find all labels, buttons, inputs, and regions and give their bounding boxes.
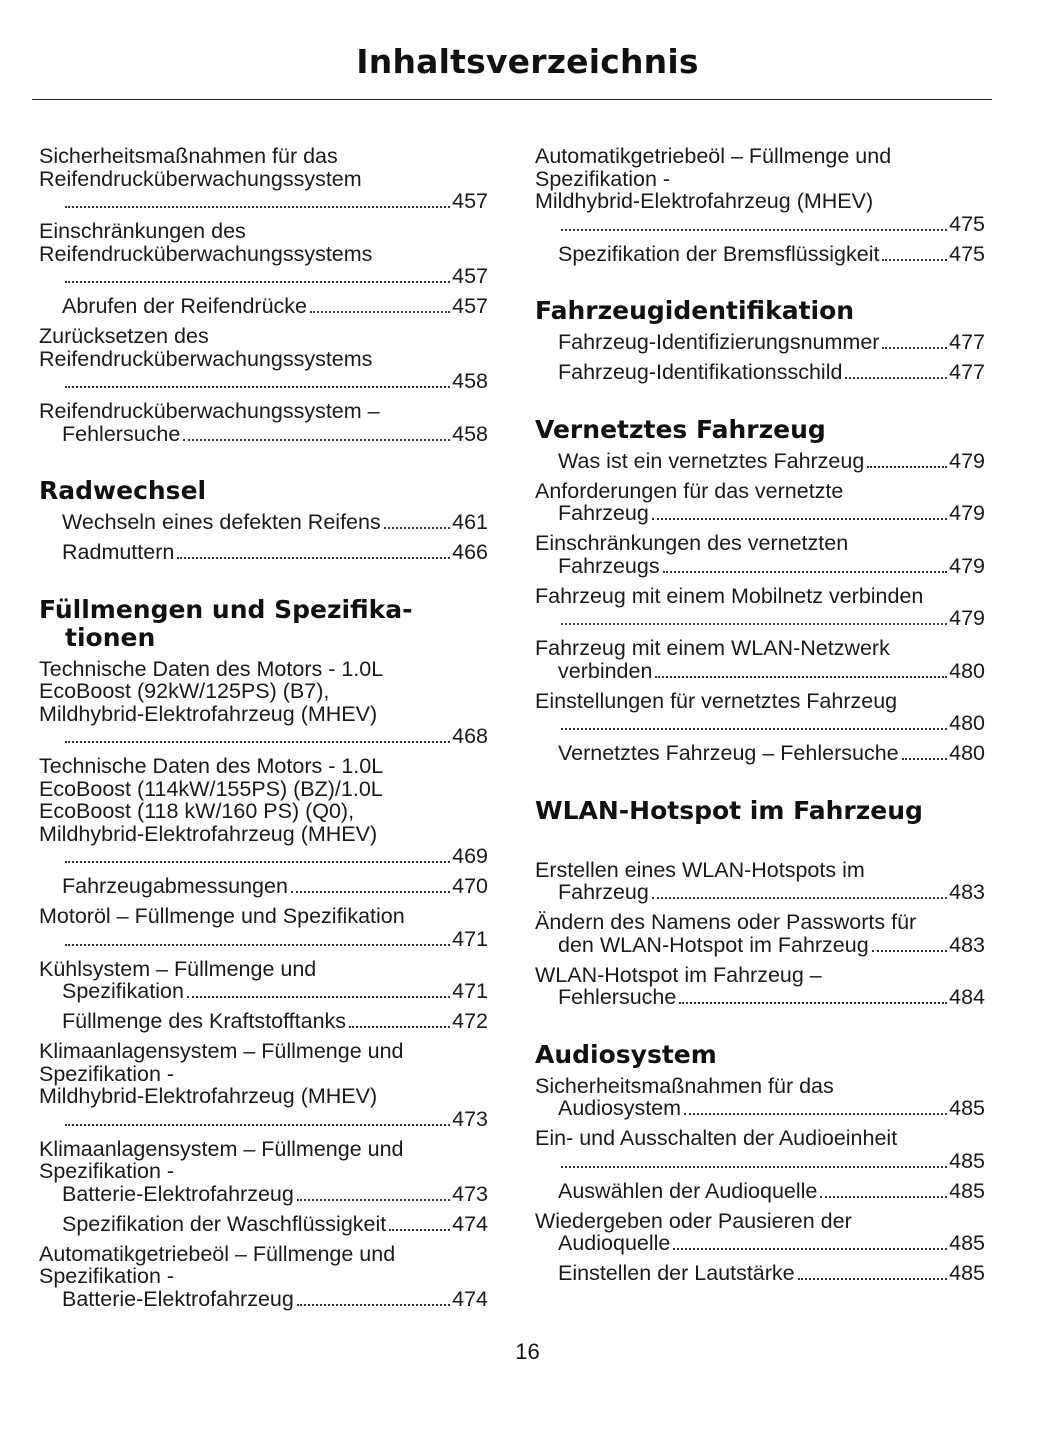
toc-entry-title: Spezifikation -	[535, 166, 671, 191]
dot-leader	[882, 347, 947, 349]
toc-entry[interactable]	[535, 1127, 985, 1172]
toc-page-number: 457	[452, 264, 488, 288]
toc-page-number: 479	[949, 553, 985, 578]
toc-entry-title: WLAN-Hotspot im Fahrzeug –	[535, 962, 822, 987]
toc-entry-title: Mildhybrid-Elektrofahrzeug (MHEV)	[39, 1084, 378, 1108]
toc-entry-title: Vernetztes Fahrzeug – Fehlersuche	[558, 741, 899, 765]
toc-page-number: 457	[452, 189, 488, 213]
toc-entry-title: Sicherheitsmaßnahmen für das	[535, 1073, 834, 1098]
dot-leader	[65, 861, 450, 863]
toc-page-number: 485	[949, 1178, 985, 1203]
toc-entry-title: verbinden	[558, 658, 653, 683]
toc-entry[interactable]	[535, 532, 985, 577]
dot-leader	[882, 259, 947, 261]
dot-leader	[65, 741, 450, 743]
toc-page-number: 458	[452, 369, 488, 393]
toc-entry-title: Fahrzeugs	[558, 553, 660, 578]
toc-entry-title: Audiosystem	[558, 1096, 682, 1120]
toc-entry-title: Erstellen eines WLAN-Hotspots im	[535, 857, 865, 882]
toc-entry-title: Motoröl – Füllmenge und Spezifikation	[39, 904, 405, 928]
toc-page-number: 485	[949, 1096, 985, 1120]
toc-entry-last-line	[62, 1183, 488, 1206]
toc-entry-title: Mildhybrid-Elektrofahrzeug (MHEV)	[535, 189, 874, 213]
toc-page-number: 474	[452, 1211, 488, 1236]
toc-entry-title: Einstellen der Lautstärke	[558, 1261, 795, 1285]
toc-entry-last-line	[62, 511, 488, 534]
toc-entry[interactable]	[535, 585, 985, 630]
toc-entry-title: Zurücksetzen des	[39, 324, 209, 348]
toc-entry[interactable]	[39, 145, 488, 213]
toc-page-number: 461	[452, 510, 488, 534]
toc-page-number: 475	[949, 211, 985, 236]
dot-leader	[65, 944, 450, 946]
toc-entry[interactable]	[535, 243, 985, 266]
toc-page-number: 483	[949, 932, 985, 957]
toc-entry-title: Spezifikation -	[39, 1061, 175, 1086]
toc-entry-title: EcoBoost (114kW/155PS) (BZ)/1.0L	[39, 776, 383, 801]
toc-entry[interactable]	[535, 1262, 985, 1285]
toc-column-left	[39, 145, 488, 1318]
dot-leader	[561, 1166, 947, 1168]
toc-entry[interactable]	[535, 859, 985, 904]
dot-leader	[867, 466, 947, 468]
toc-entry-title: EcoBoost (118 kW/160 PS) (Q0),	[39, 799, 355, 823]
toc-entry-title: Reifendrucküberwachungssystems	[39, 241, 373, 266]
toc-entry-last-line	[62, 845, 488, 868]
toc-entry-last-line	[558, 243, 985, 266]
title-divider	[32, 99, 992, 100]
dot-leader	[652, 518, 947, 520]
toc-entry[interactable]	[535, 637, 985, 682]
toc-entry-last-line	[558, 712, 985, 735]
toc-page-number: 485	[949, 1261, 985, 1285]
toc-page-number: 475	[949, 241, 985, 266]
page-number: 16	[515, 1339, 540, 1364]
toc-entry[interactable]	[535, 331, 985, 354]
toc-page-number: 474	[452, 1286, 488, 1311]
toc-entry-title: Kühlsystem – Füllmenge und	[39, 956, 317, 981]
toc-entry-title: Klimaanlagensystem – Füllmenge und	[39, 1136, 404, 1161]
toc-entry-last-line	[62, 928, 488, 951]
toc-entry[interactable]	[535, 361, 985, 384]
dot-leader	[177, 557, 450, 559]
dot-leader	[389, 1229, 450, 1231]
section-heading[interactable]: Fahrzeugidentifikation	[535, 296, 855, 325]
toc-entry-title: Klimaanlagensystem – Füllmenge und	[39, 1039, 404, 1063]
dot-leader	[652, 897, 947, 899]
toc-entry-last-line	[558, 331, 985, 354]
toc-entry[interactable]	[39, 1213, 488, 1236]
toc-entry[interactable]	[39, 220, 488, 288]
dot-leader	[65, 281, 450, 283]
toc-page-number: 480	[949, 658, 985, 683]
toc-entry-title: Einschränkungen des vernetzten	[535, 531, 849, 555]
dot-leader	[845, 377, 947, 379]
dot-leader	[902, 758, 948, 760]
section-heading[interactable]: WLAN-Hotspot im Fahrzeug	[535, 795, 923, 825]
toc-entry-title: Radmuttern	[62, 540, 175, 564]
toc-entry-last-line	[62, 1108, 488, 1131]
toc-entry[interactable]	[39, 658, 488, 748]
toc-entry-title: Automatikgetriebeöl – Füllmenge und	[39, 1241, 396, 1266]
toc-entry-last-line	[558, 934, 985, 957]
toc-page-number: 472	[452, 1009, 488, 1033]
dot-leader	[561, 728, 947, 730]
dot-leader	[679, 1002, 947, 1004]
toc-entry-title: Einschränkungen des	[39, 219, 246, 243]
dot-leader	[297, 1199, 450, 1201]
toc-column-right	[535, 145, 985, 1292]
toc-entry-last-line	[558, 1180, 985, 1203]
toc-entry-title: Mildhybrid-Elektrofahrzeug (MHEV)	[39, 821, 378, 846]
toc-entry[interactable]	[535, 480, 985, 525]
toc-page-number: 473	[452, 1106, 488, 1131]
dot-leader	[65, 386, 450, 388]
toc-entry[interactable]	[535, 450, 985, 473]
toc-entry-last-line	[62, 1213, 488, 1236]
toc-entry-title: Reifendrucküberwachungssystem	[39, 166, 362, 191]
dot-leader	[663, 571, 948, 573]
section-heading[interactable]: Radwechsel	[39, 476, 207, 505]
toc-entry-title: Reifendrucküberwachungssystems	[39, 346, 373, 371]
toc-entry-title: Spezifikation -	[39, 1159, 175, 1183]
toc-entry-title: Fahrzeug-Identifikationsschild	[558, 360, 843, 384]
dot-leader	[291, 891, 450, 893]
toc-entry-last-line	[558, 986, 985, 1009]
toc-entry-last-line	[558, 502, 985, 525]
toc-page-number: 485	[949, 1231, 985, 1255]
toc-entry-title: Fahrzeug	[558, 880, 649, 904]
toc-entry-title: Fahrzeug mit einem Mobilnetz verbinden	[535, 583, 924, 608]
toc-entry[interactable]	[39, 1010, 488, 1033]
dot-leader	[655, 676, 947, 678]
toc-entry-title: Spezifikation	[62, 979, 184, 1003]
toc-entry-last-line	[558, 555, 985, 578]
toc-page-number: 457	[452, 294, 488, 318]
dot-leader	[798, 1278, 947, 1280]
toc-entry-last-line	[62, 295, 488, 318]
dot-leader	[187, 996, 450, 998]
toc-entry-title: Batterie-Elektrofahrzeug	[62, 1286, 294, 1311]
toc-entry-title: Fahrzeug mit einem WLAN-Netzwerk	[535, 636, 890, 660]
toc-entry[interactable]	[39, 875, 488, 898]
toc-page-number: 484	[949, 985, 985, 1009]
toc-entry-title: Ändern des Namens oder Passworts für	[535, 910, 917, 934]
toc-entry-last-line	[558, 213, 985, 236]
toc-entry[interactable]	[39, 1243, 488, 1311]
toc-entry-last-line	[62, 265, 488, 288]
toc-entry-last-line	[62, 370, 488, 393]
toc-entry[interactable]	[535, 1210, 985, 1255]
section-heading[interactable]: Audiosystem	[535, 1039, 717, 1069]
toc-page-number: 468	[452, 724, 488, 748]
dot-leader	[65, 206, 450, 208]
dot-leader	[310, 311, 450, 313]
toc-entry[interactable]	[39, 1138, 488, 1206]
toc-entry-last-line	[558, 881, 985, 904]
toc-entry[interactable]	[39, 325, 488, 393]
toc-entry-title: Batterie-Elektrofahrzeug	[62, 1181, 294, 1206]
toc-entry[interactable]	[535, 1075, 985, 1120]
toc-entry-title: Fahrzeug	[558, 501, 649, 525]
toc-page-number: 470	[452, 874, 488, 898]
toc-page-number: 471	[452, 926, 488, 951]
toc-entry-title: Spezifikation der Waschflüssigkeit	[62, 1211, 387, 1236]
toc-page-number: 480	[949, 711, 985, 735]
toc-entry-last-line	[558, 1262, 985, 1285]
toc-entry-title: Fehlersuche	[62, 421, 181, 446]
dot-leader	[820, 1196, 947, 1198]
toc-entry-title: Automatikgetriebeöl – Füllmenge und	[535, 144, 892, 168]
dot-leader	[673, 1248, 947, 1250]
toc-entry[interactable]	[39, 905, 488, 950]
toc-page-number: 479	[949, 606, 985, 630]
toc-entry-title: Mildhybrid-Elektrofahrzeug (MHEV)	[39, 701, 378, 726]
toc-entry-last-line	[558, 361, 985, 384]
toc-entry-title: Technische Daten des Motors - 1.0L	[39, 754, 384, 778]
toc-page-number: 466	[452, 540, 488, 564]
section-heading[interactable]: Vernetztes Fahrzeug	[535, 414, 826, 444]
toc-entry-last-line	[62, 875, 488, 898]
toc-entry-last-line	[558, 1232, 985, 1255]
page-title: Inhaltsverzeichnis	[356, 42, 699, 81]
dot-leader	[561, 623, 947, 625]
toc-entry-last-line	[62, 423, 488, 446]
toc-entry-title: Ein- und Ausschalten der Audioeinheit	[535, 1126, 898, 1150]
toc-entry[interactable]	[535, 964, 985, 1009]
toc-entry-title: Fehlersuche	[558, 985, 677, 1009]
toc-page-number: 483	[949, 880, 985, 904]
toc-entry[interactable]	[39, 1040, 488, 1130]
dot-leader	[183, 439, 450, 441]
toc-page-number: 458	[452, 421, 488, 446]
dot-leader	[349, 1026, 450, 1028]
toc-entry[interactable]	[535, 911, 985, 956]
toc-entry-last-line	[62, 190, 488, 213]
toc-page-number: 485	[949, 1148, 985, 1173]
dot-leader	[872, 950, 947, 952]
toc-entry-title: Abrufen der Reifendrücke	[62, 294, 308, 318]
toc-entry-title: Fahrzeugabmessungen	[62, 874, 288, 898]
toc-entry-last-line	[62, 1288, 488, 1311]
toc-page-number: 473	[452, 1181, 488, 1206]
toc-entry[interactable]	[39, 958, 488, 1003]
toc-page-number: 479	[949, 501, 985, 525]
toc-page-number: 471	[452, 979, 488, 1003]
toc-page-number: 477	[949, 360, 985, 384]
toc-entry-title: Reifendrucküberwachungssystem –	[39, 399, 380, 423]
toc-entry[interactable]	[39, 755, 488, 868]
toc-entry[interactable]	[535, 742, 985, 765]
toc-entry-last-line	[62, 980, 488, 1003]
toc-entry[interactable]	[535, 690, 985, 735]
toc-entry-last-line	[62, 725, 488, 748]
dot-leader	[65, 1124, 450, 1126]
toc-entry-title: den WLAN-Hotspot im Fahrzeug	[558, 932, 869, 957]
toc-entry-last-line	[558, 607, 985, 630]
toc-entry-title: Spezifikation -	[39, 1264, 175, 1288]
toc-entry-last-line	[558, 450, 985, 473]
toc-entry-title: Fahrzeug-Identifizierungsnummer	[558, 330, 880, 354]
toc-entry-title: Füllmenge des Kraftstofftanks	[62, 1009, 347, 1033]
toc-page-number: 480	[949, 741, 985, 765]
toc-entry[interactable]	[39, 295, 488, 318]
toc-page-number: 479	[949, 448, 985, 473]
toc-entry-last-line	[62, 1010, 488, 1033]
toc-entry-title: Technische Daten des Motors - 1.0L	[39, 656, 384, 681]
toc-entry-last-line	[62, 541, 488, 564]
toc-entry[interactable]	[39, 511, 488, 534]
toc-entry[interactable]	[39, 541, 488, 564]
toc-entry-last-line	[558, 1150, 985, 1173]
toc-entry-title: Audioquelle	[558, 1231, 671, 1255]
dot-leader	[384, 527, 450, 529]
toc-entry-title: Wiedergeben oder Pausieren der	[535, 1208, 852, 1233]
toc-entry[interactable]	[535, 1180, 985, 1203]
toc-page-number: 477	[949, 330, 985, 354]
toc-entry-title: Was ist ein vernetztes Fahrzeug	[558, 448, 865, 473]
toc-entry-title: Wechseln eines defekten Reifens	[62, 510, 381, 534]
toc-entry-last-line	[558, 660, 985, 683]
dot-leader	[297, 1304, 450, 1306]
toc-entry-title: EcoBoost (92kW/125PS) (B7),	[39, 679, 330, 703]
toc-entry-title: Auswählen der Audioquelle	[558, 1178, 818, 1203]
toc-entry-title: Anforderungen für das vernetzte	[535, 478, 844, 503]
toc-entry-last-line	[558, 742, 985, 765]
toc-entry-title: Spezifikation der Bremsflüssigkeit	[558, 241, 880, 266]
toc-entry[interactable]	[39, 400, 488, 445]
dot-leader	[561, 229, 947, 231]
dot-leader	[684, 1113, 947, 1115]
toc-entry[interactable]	[535, 145, 985, 235]
section-heading[interactable]: Füllmengen und Spezifika- tionen	[39, 594, 413, 652]
toc-entry-title: Sicherheitsmaßnahmen für das	[39, 144, 338, 168]
toc-page-number: 469	[452, 844, 488, 868]
toc-entry-title: Einstellungen für vernetztes Fahrzeug	[535, 688, 898, 713]
toc-entry-last-line	[558, 1097, 985, 1120]
